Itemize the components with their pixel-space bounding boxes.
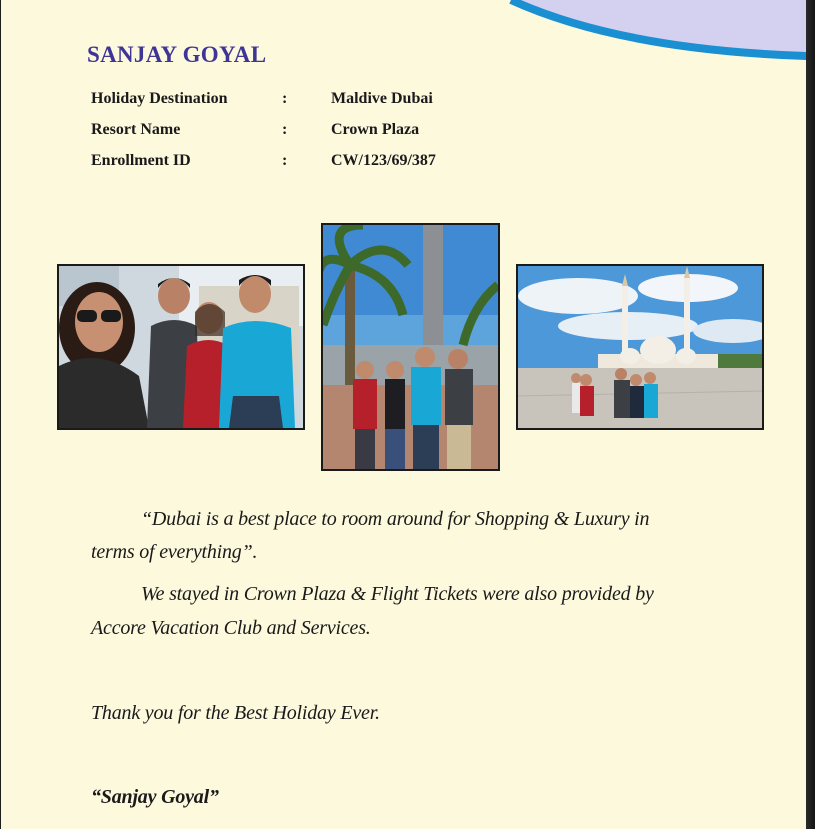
decorative-wave [481,0,806,70]
palm-tree-group-photo [321,223,500,471]
signature: “Sanjay Goyal” [91,786,219,808]
testimonial-line-4: Accore Vacation Club and Services. [91,617,371,639]
detail-label: Holiday Destination [91,90,228,107]
detail-value: CW/123/69/387 [331,152,436,169]
mosque-photo [516,264,764,430]
group-selfie-photo [57,264,305,430]
testimonial-page [1,0,806,829]
testimonial-line-1: “Dubai is a best place to room around for Shopping & Luxury in [141,508,650,530]
detail-separator: : [282,90,288,107]
detail-value: Crown Plaza [331,121,420,138]
testimonial-line-3: We stayed in Crown Plaza & Flight Tickets were also provided by [141,583,654,605]
viewer-edge [806,0,815,829]
customer-name: SANJAY GOYAL [87,42,267,67]
detail-value: Maldive Dubai [331,90,433,107]
detail-label: Resort Name [91,121,181,138]
detail-label: Enrollment ID [91,152,191,169]
detail-separator: : [282,121,288,138]
detail-separator: : [282,152,288,169]
testimonial-line-2: terms of everything”. [91,541,258,563]
thank-you-note: Thank you for the Best Holiday Ever. [91,702,380,724]
